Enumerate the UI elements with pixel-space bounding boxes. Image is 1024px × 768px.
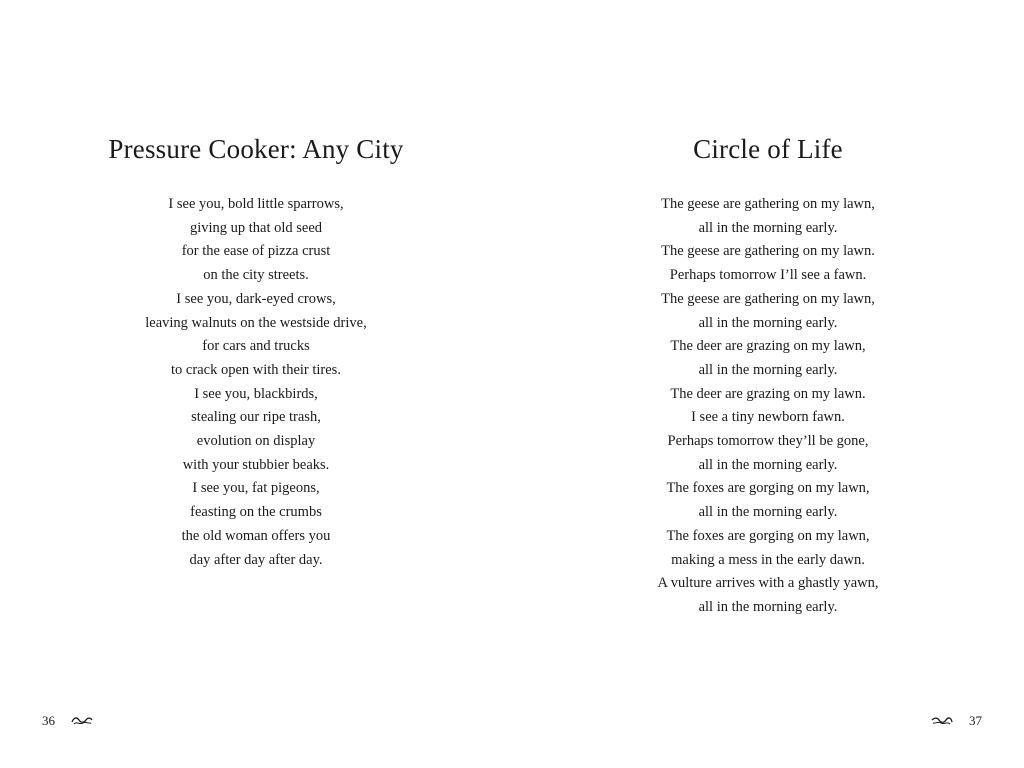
poem-line: with your stubbier beaks. (182, 456, 330, 473)
poem-line: I see you, bold little sparrows, (168, 196, 344, 212)
poem-line: leaving walnuts on the westside drive, (145, 314, 367, 331)
poem-line: to crack open with their tires. (171, 361, 341, 378)
poem-title: Pressure Cooker: Any City (108, 134, 404, 164)
flourish-ornament-icon (71, 715, 93, 727)
poem-line: The foxes are gorging on my lawn, (666, 480, 870, 497)
page-number: 36 (42, 713, 55, 728)
poem-line: The foxes are gorging on my lawn, (666, 527, 870, 544)
poem-line: all in the morning early. (698, 361, 838, 378)
poem-line: day after day after day. (189, 551, 323, 568)
poem-line: the old woman offers you (181, 527, 331, 544)
poem-line: Perhaps tomorrow they’ll be gone, (667, 433, 869, 450)
poem-line: I see you, dark-eyed crows, (176, 290, 336, 307)
poem-line: I see you, fat pigeons, (192, 480, 320, 497)
poem-line: I see you, blackbirds, (194, 385, 318, 402)
poem-line: making a mess in the early dawn. (671, 551, 865, 568)
poem-line: on the city streets. (203, 267, 309, 284)
flourish-ornament-icon (931, 715, 953, 727)
poem-line: all in the morning early. (698, 314, 838, 331)
poem-line: all in the morning early. (698, 598, 838, 615)
poem-line: I see a tiny newborn fawn. (691, 409, 845, 426)
poem-line: A vulture arrives with a ghastly yawn, (657, 575, 879, 592)
poem-line: feasting on the crumbs (190, 504, 322, 521)
poem-line: giving up that old seed (189, 219, 323, 236)
page-footer (42, 712, 93, 730)
poem-title: Circle of Life (693, 134, 843, 164)
poem-line: The deer are grazing on my lawn. (670, 385, 866, 402)
poem-line: stealing our ripe trash, (191, 409, 321, 426)
poem-line: The geese are gathering on my lawn, (661, 290, 875, 307)
poem-line: all in the morning early. (698, 504, 838, 521)
page-number: 37 (969, 713, 982, 728)
poem-line: for the ease of pizza crust (181, 243, 331, 260)
poem-line: for cars and trucks (202, 338, 310, 355)
poem-line: evolution on display (196, 433, 316, 450)
poem-line: all in the morning early. (698, 456, 838, 473)
poem-body (568, 193, 968, 620)
poem-line: The geese are gathering on my lawn. (661, 243, 875, 260)
poem-line: all in the morning early. (698, 219, 838, 236)
right-page (512, 0, 1024, 768)
page-footer (931, 712, 982, 730)
poem-line: Perhaps tomorrow I’ll see a fawn. (669, 267, 867, 284)
poem-line: The geese are gathering on my lawn, (661, 196, 875, 212)
poem-line: The deer are grazing on my lawn, (670, 338, 866, 355)
poem-body (56, 193, 456, 572)
